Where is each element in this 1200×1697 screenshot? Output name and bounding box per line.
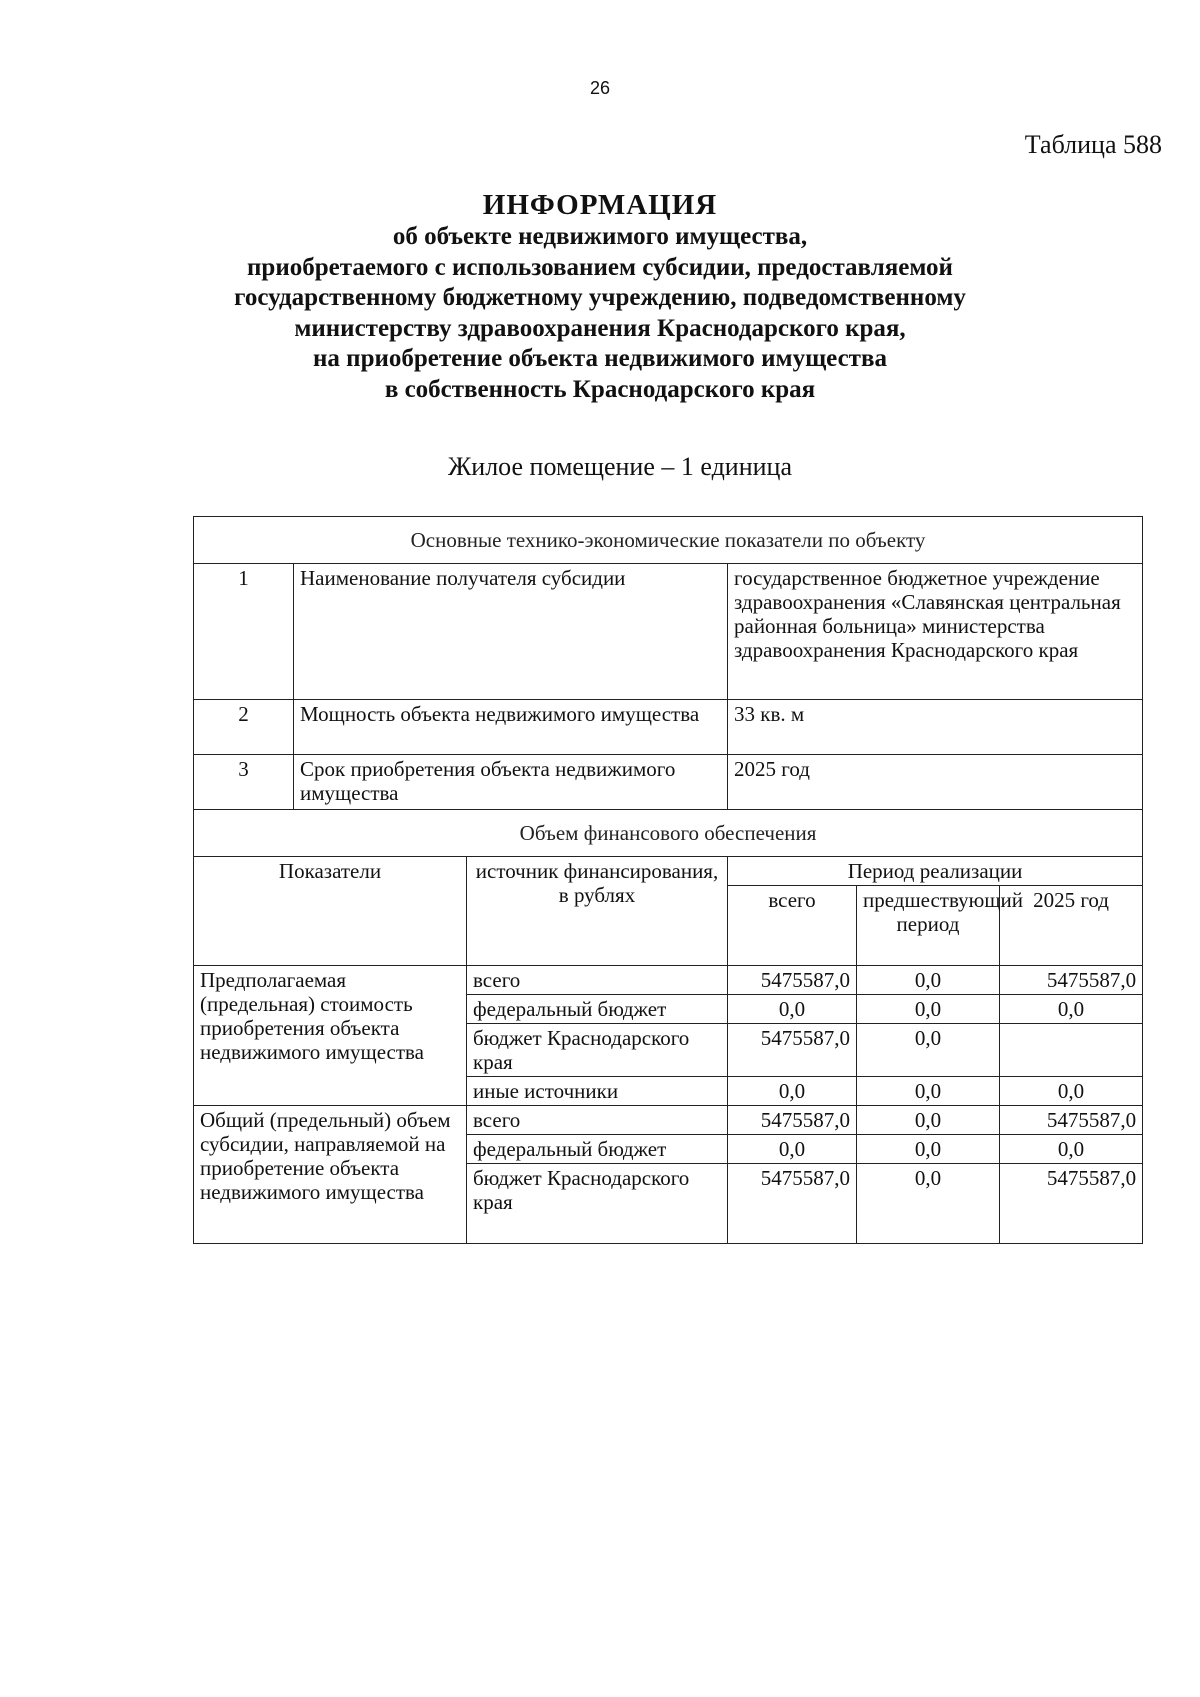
row-previous: 0,0 [857,966,1000,995]
row-year: 5475587,0 [1000,966,1143,995]
row-total: 0,0 [728,995,857,1024]
row-total: 5475587,0 [728,1164,857,1244]
tech-row-name: Мощность объекта недвижимого имущества [294,700,728,755]
row-year: 5475587,0 [1000,1106,1143,1135]
row-year: 0,0 [1000,1077,1143,1106]
header-source: источник финансирования, в рублях [467,857,728,966]
row-total: 5475587,0 [728,966,857,995]
row-total: 5475587,0 [728,1024,857,1077]
heading-title: ИНФОРМАЦИЯ [482,189,718,221]
row-source: федеральный бюджет [467,1135,728,1164]
heading-line: министерству здравоохранения Краснодарского края, [294,314,906,342]
tech-row-value: государственное бюджетное учреждение здравоохранения «Славянская центральная районная больница» министерства здравоохранения Краснодарского края [728,564,1143,700]
group-label: Общий (предельный) объем субсидии, направляемой на приобретение объекта недвижимого имущества [194,1106,467,1244]
document-heading [0,188,1200,405]
row-total: 0,0 [728,1077,857,1106]
finance-row [194,966,1143,995]
tech-row [194,755,1143,810]
row-previous: 0,0 [857,995,1000,1024]
finance-section-title: Объем финансового обеспечения [194,810,1143,857]
row-source: бюджет Краснодарского края [467,1024,728,1077]
header-year: 2025 год [1000,886,1143,966]
row-source: иные источники [467,1077,728,1106]
info-table [193,516,1143,1244]
tech-row-value: 2025 год [728,755,1143,810]
table-label: Таблица 588 [1024,130,1162,159]
tech-section-title: Основные технико-экономические показатели по объекту [194,517,1143,564]
row-source: всего [467,966,728,995]
row-total: 5475587,0 [728,1106,857,1135]
header-previous: предшествующий период [857,886,1000,966]
row-year: 5475587,0 [1000,1164,1143,1244]
heading-line: приобретаемого с использованием субсидии, предоставляемой [247,253,953,281]
row-previous: 0,0 [857,1135,1000,1164]
tech-row-number: 3 [194,755,294,810]
header-period: Период реализации [728,857,1143,886]
row-year: 0,0 [1000,1135,1143,1164]
heading-line: об объекте недвижимого имущества, [392,223,808,250]
row-source: всего [467,1106,728,1135]
tech-row-value: 33 кв. м [728,700,1143,755]
tech-row-name: Наименование получателя субсидии [294,564,728,700]
tech-row-name: Срок приобретения объекта недвижимого имущества [294,755,728,810]
tech-row-number: 1 [194,564,294,700]
header-indicators: Показатели [194,857,467,966]
finance-header-row [194,857,1143,886]
finance-row [194,1106,1143,1135]
heading-line: на приобретение объекта недвижимого имущества [313,345,887,372]
row-previous: 0,0 [857,1164,1000,1244]
tech-row-number: 2 [194,700,294,755]
row-total: 0,0 [728,1135,857,1164]
object-caption: Жилое помещение – 1 единица [447,452,792,481]
row-previous: 0,0 [857,1106,1000,1135]
group-label: Предполагаемая (предельная) стоимость приобретения объекта недвижимого имущества [194,966,467,1106]
row-previous: 0,0 [857,1077,1000,1106]
row-source: федеральный бюджет [467,995,728,1024]
page-number: 26 [589,78,611,98]
finance-section-row [194,810,1143,857]
row-previous: 0,0 [857,1024,1000,1077]
row-year [1000,1024,1143,1077]
tech-section-row [194,517,1143,564]
header-total: всего [728,886,857,966]
tech-row [194,700,1143,755]
heading-line: государственному бюджетному учреждению, подведомственному [234,284,966,311]
heading-line: в собственность Краснодарского края [384,375,816,403]
row-source: бюджет Краснодарского края [467,1164,728,1244]
tech-row [194,564,1143,700]
row-year: 0,0 [1000,995,1143,1024]
